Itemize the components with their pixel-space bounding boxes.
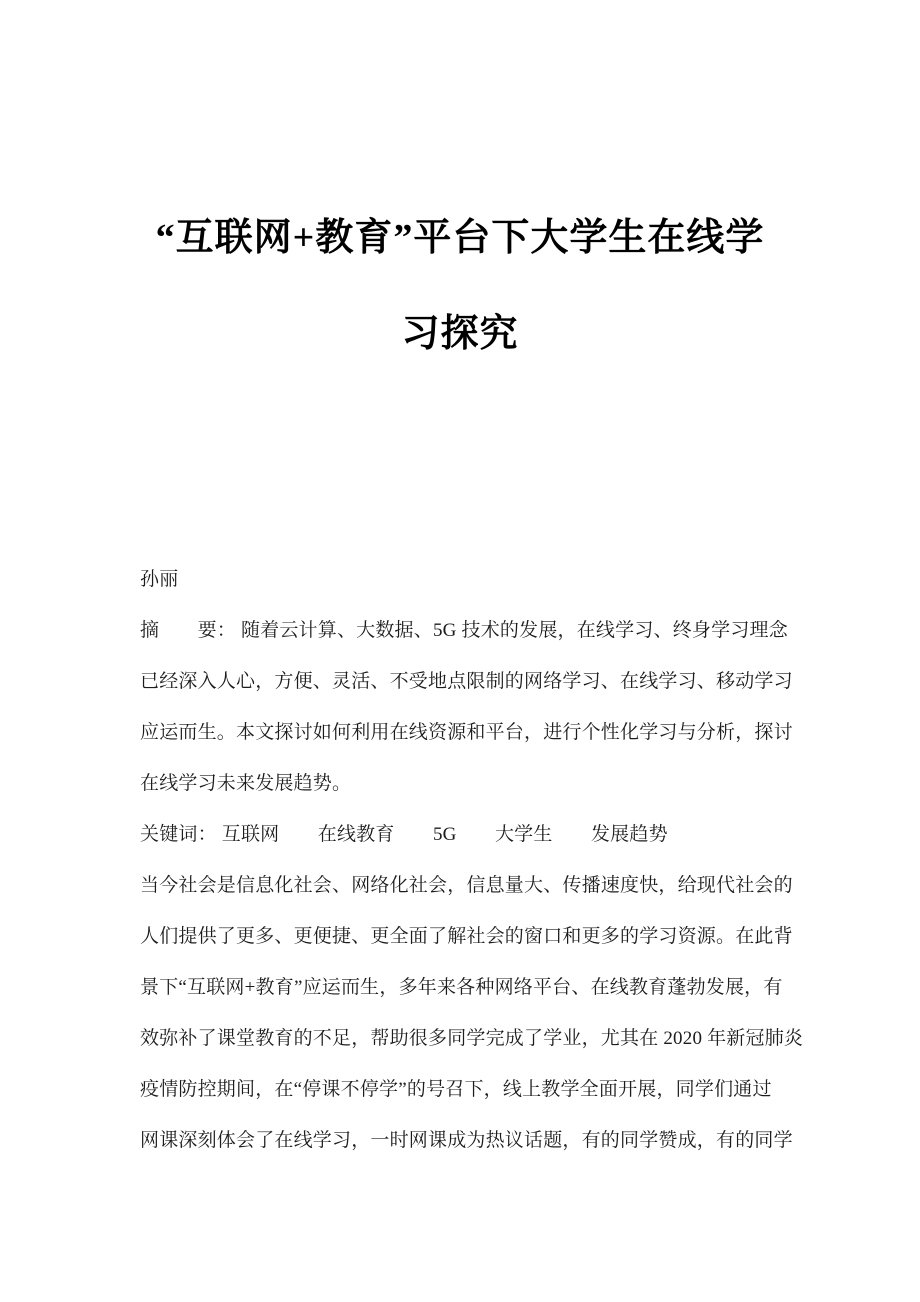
paragraph-line: 疫情防控期间，在“停课不停学”的号召下，线上教学全面开展，同学们通过 <box>140 1079 772 1100</box>
abstract-line: 摘 要： 随着云计算、大数据、5G 技术的发展，在线学习、终身学习理念 <box>140 620 788 641</box>
paragraph-line: 景下“互联网+教育”应运而生，多年来各种网络平台、在线教育蓬勃发展，有 <box>140 977 783 998</box>
paragraph-line: 当今社会是信息化社会、网络化社会，信息量大、传播速度快，给现代社会的 <box>140 875 793 896</box>
document-title <box>0 190 920 382</box>
abstract-line: 在线学习未来发展趋势。 <box>140 773 352 794</box>
abstract-line: 已经深入人心，方便、灵活、不受地点限制的网络学习、在线学习、移动学习 <box>140 671 793 692</box>
paragraph-line: 人们提供了更多、更便捷、更全面了解社会的窗口和更多的学习资源。在此背 <box>140 926 793 947</box>
abstract-line: 应运而生。本文探讨如何利用在线资源和平台，进行个性化学习与分析，探讨 <box>140 722 793 743</box>
paragraph-line: 网课深刻体会了在线学习，一时网课成为热议话题，有的同学赞成，有的同学 <box>140 1130 793 1151</box>
paragraph-line: 效弥补了课堂教育的不足，帮助很多同学完成了学业，尤其在 2020 年新冠肺炎 <box>140 1028 804 1049</box>
document-body <box>140 554 804 1166</box>
keywords-line: 关键词： 互联网 在线教育 5G 大学生 发展趋势 <box>140 824 668 845</box>
title-line-1: “互联网+教育”平台下大学生在线学 <box>155 217 765 259</box>
title-line-2: 习探究 <box>401 313 519 355</box>
author-name: 孙丽 <box>140 569 179 590</box>
